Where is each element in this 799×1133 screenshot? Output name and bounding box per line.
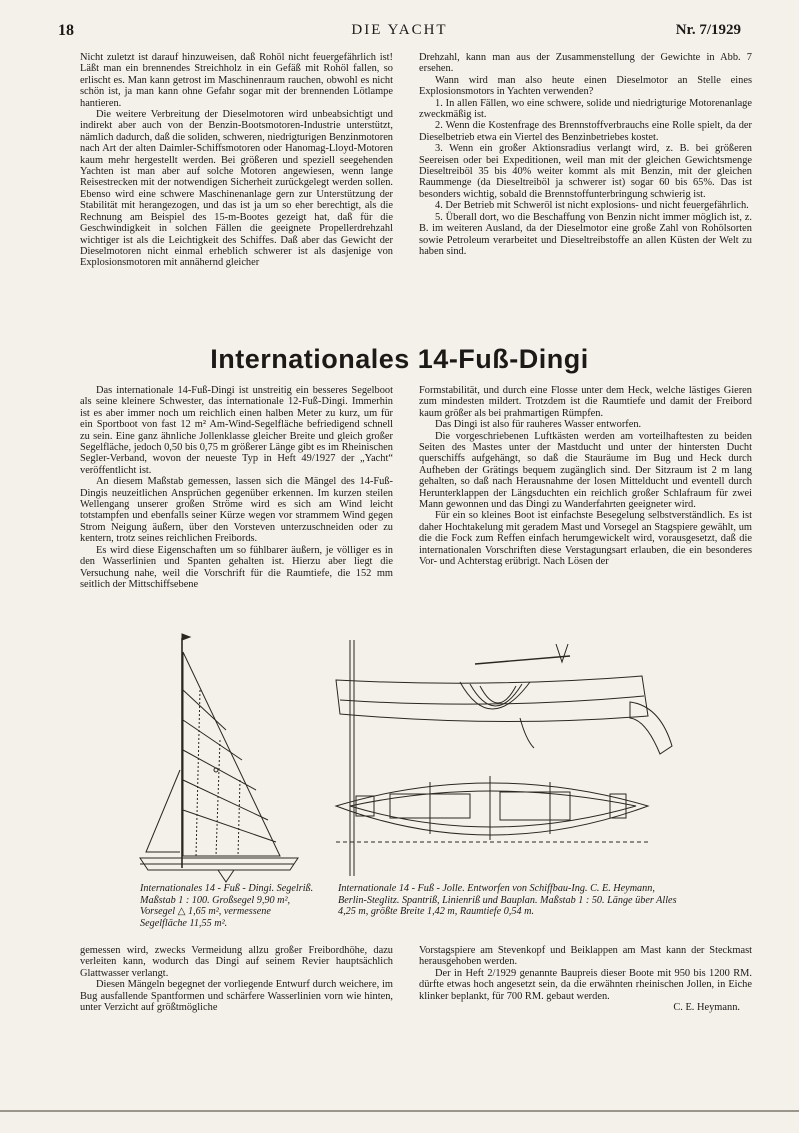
list-item: 5. Überall dort, wo die Beschaffung von Benzin nicht immer möglich ist, z. B. im weiteren Ausland, da der Dieselmotor eine große Zahl von Rohölsorten sowie Petroleum verarbeitet und Dieseltreibstoffe an allen Küsten der Welt zu haben sind. xyxy=(419,211,752,257)
list-item: 1. In allen Fällen, wo eine schwere, solide und niedrigturige Motorenanlage zweckmäßig ist. xyxy=(419,97,752,121)
paragraph: An diesem Maßstab gemessen, lassen sich die Mängel des 14-Fuß-Dingis neuzeitlichen Ansprüchen gegenüber erkennen. Im kurzen steilen Wellengang unserer großen Ströme wird es sich am Wind leicht totstampfen und ebenfalls seiner Kürze wegen vor strammem Wind gegen Strom Neigung äußern, über den Vorsteven unterzuschneiden oder zu kentern, trotz seines reichlichen Freibords. xyxy=(80,476,393,545)
paragraph: Drehzahl, kann man aus der Zusammenstellung der Gewichte in Abb. 7 ersehen. xyxy=(419,52,752,75)
bottom-left-column xyxy=(80,945,393,1013)
paragraph: Das Dingi ist also für rauheres Wasser entworfen. xyxy=(435,419,642,431)
page-header xyxy=(58,22,741,46)
issue-number: Nr. 7/1929 xyxy=(675,22,741,38)
paragraph: Wann wird man also heute einen Dieselmotor an Stelle eines Explosionsmotors in Yachten verwenden? xyxy=(419,74,752,98)
sail-plan-drawing xyxy=(130,630,310,885)
mid-left-column xyxy=(80,385,393,590)
sail-plan-caption: Internationales 14 - Fuß - Dingi. Segelriß. Maßstab 1 : 100. Großsegel 9,90 m², Vorsegel △ 1,65 m², vermessene Segelfläche 11,55 m². xyxy=(140,883,314,929)
paragraph: Es wird diese Eigenschaften um so fühlbarer äußern, je völliger es in den Wasserlinien und Spanten gehalten ist. Hierzu aber liegt die Versuchung nahe, weil die Vorschrift für die Raumtiefe, die 152 mm seitlich der Mittschiffsebene xyxy=(80,544,393,590)
list-item: 2. Wenn die Kostenfrage des Brennstoffverbrauchs eine Rolle spielt, da der Dieselbetrieb etwa ein Viertel des Benzinbetriebes kostet. xyxy=(419,120,752,143)
list-item: 4. Der Betrieb mit Schweröl ist nicht explosions- und nicht feuergefährlich. xyxy=(435,200,749,212)
list-item: 3. Wenn ein großer Aktionsradius verlangt wird, z. B. bei größeren Seereisen oder bei Expeditionen, weil man mit der gleichen Gewichtsmenge Dieseltreiböl 35 bis 40% weiter kommt als mit Benzin, mit der gleichen Raummenge (da Dieseltreiböl ja schwerer ist) sogar 60 bis 65%. Das ist besonders wichtig, sobald die Brennstoffunterbringung schwierig ist. xyxy=(419,143,752,200)
paragraph: Für ein so kleines Boot ist einfachste Besegelung selbstverständlich. Es ist daher Hochtakelung mit geradem Mast und Vorsegel an Stagspiere gewählt, um die die Fock zum Reffen einfach herumgewickelt wird, vorausgesetzt, daß die internationalen Vorschriften diese Verstagungsart erlauben, die ein besonderes Vor- und Achterstag erübrigt. Nach Lösen der xyxy=(419,510,752,568)
paragraph: Die weitere Verbreitung der Dieselmotoren wird unbeabsichtigt und indirekt aber auch von der Benzin-Bootsmotoren-Industrie unterstützt, nämlich dadurch, daß die soliden, schweren, niedrigturigen Benzinmotoren nach Art der alten Daimler-Schiffsmotoren oder Hanomag-Lloyd-Motoren kaum mehr hergestellt werden. Bei größeren und speziell seegehenden Yachten ist man aber auf solche Motoren angewiesen, wenn lange Reisestrecken mit der notwendigen Sicherheit zurückgelegt werden sollen. Ebenso wird eine schwere Maschinenanlage gern zur Unterstützung der Stabilität mit herangezogen, und das ist ja um so eher berechtigt, als die Rechnung am Beispiel des 15-m-Bootes gezeigt hat, daß für die Geschwindigkeit in solchen Fällen die geeignete Propellerdrehzahl wichtiger ist als die Leichtigkeit des Schiffes. Daß aber das Gewicht der Dieselmotoren nicht einmal erheblich schwerer ist als dasjenige von Explosionsmotoren mit annähernd gleicher xyxy=(80,109,393,269)
mid-right-column xyxy=(419,385,752,568)
top-left-column xyxy=(80,52,393,269)
paragraph: Die vorgeschriebenen Luftkästen werden am vorteilhaftesten zu beiden Seiten des Mastes unter der Mastducht und unter der hintersten Ducht querschiffs aufgehängt, so daß die Stauräume im Bug und Heck durch Aufheben der Grätings bequem zugänglich sind. Der Sitzraum ist 2 m lang gehalten, so daß nach Herausnahme der losen Mittelducht und eventell durch Herunterklappen der Längsduchten ein reichlich großer Schlafraum für zwei Mann gewonnen und das Dingi zu Wanderfahrten geeigneter wird. xyxy=(419,430,752,511)
top-right-column xyxy=(419,52,752,257)
paragraph: gemessen wird, zwecks Vermeidung allzu großer Freibordhöhe, dazu verleiten kann, wodurch das Dingi auf seinem Revier hauptsächlich Glattwasser verlangt. xyxy=(80,945,393,979)
page-number: 18 xyxy=(58,22,74,39)
hull-plans-caption: Internationale 14 - Fuß - Jolle. Entworfen von Schiffbau-Ing. C. E. Heymann, Berlin-Steglitz. Spantriß, Linienriß und Bauplan. Maßstab 1 : 50. Länge über Alles 4,25 m, größte Breite 1,42 m, Raumtiefe 0,54 m. xyxy=(338,883,677,918)
bottom-right-column xyxy=(419,945,752,1013)
paragraph: Diesen Mängeln begegnet der vorliegende Entwurf durch weichere, im Bug ausfallende Spantformen und schärfere Wasserlinien vorn wie hinten, unter Verzicht auf größtmögliche xyxy=(80,979,393,1014)
magazine-title: DIE YACHT xyxy=(351,22,448,38)
paragraph: Der in Heft 2/1929 genannte Baupreis dieser Boote mit 950 bis 1200 RM. dürfte etwas hoch angesetzt sein, da die erwähnten rheinischen Jollen, in Eiche klinker beplankt, für 700 RM. gebaut werden. xyxy=(419,967,752,1002)
hull-plans-drawing xyxy=(330,636,675,891)
paragraph: Nicht zuletzt ist darauf hinzuweisen, daß Rohöl nicht feuergefährlich ist! Läßt man ein brennendes Streichholz in ein Gefäß mit Rohöl fallen, so erlischt es. Man kann getrost im Maschinenraum rauchen, obwohl es nicht schön ist, ja man kann ohne Gefahr sogar mit der brennenden Lötlampe hantieren. xyxy=(80,52,393,109)
page-bottom-rule xyxy=(0,1110,799,1112)
article-headline: Internationales 14-Fuß-Dingi xyxy=(210,344,589,374)
author-signature: C. E. Heymann. xyxy=(673,1002,740,1014)
paragraph: Vorstagspiere am Stevenkopf und Beiklappen am Mast kann der Steckmast herausgehoben werden. xyxy=(419,945,752,968)
paragraph: Formstabilität, und durch eine Flosse unter dem Heck, welche lästiges Gieren zum mindesten mildert. Trotzdem ist die Raumtiefe und damit der Freibord kaum größer als bei prahmartigen Rümpfen. xyxy=(419,385,752,419)
paragraph: Das internationale 14-Fuß-Dingi ist unstreitig ein besseres Segelboot als seine kleinere Schwester, das internationale 12-Fuß-Dingi. Immerhin ist es aber immer noch um reichlich einen halben Meter zu kurz, um für ein Sportboot von fast 12 m² Am-Wind-Segelfläche befriedigend schnell zu sein. Eine ganz ähnliche Jollenklasse gleicher Breite und gleich großer Segelfläche, jedoch 0,50 bis 0,75 m größerer Länge gibt es im Rheinischen Segler-Verband, wovon der neueste Typ in Heft 49/1927 der „Yacht“ veröffentlicht ist. xyxy=(80,385,393,476)
